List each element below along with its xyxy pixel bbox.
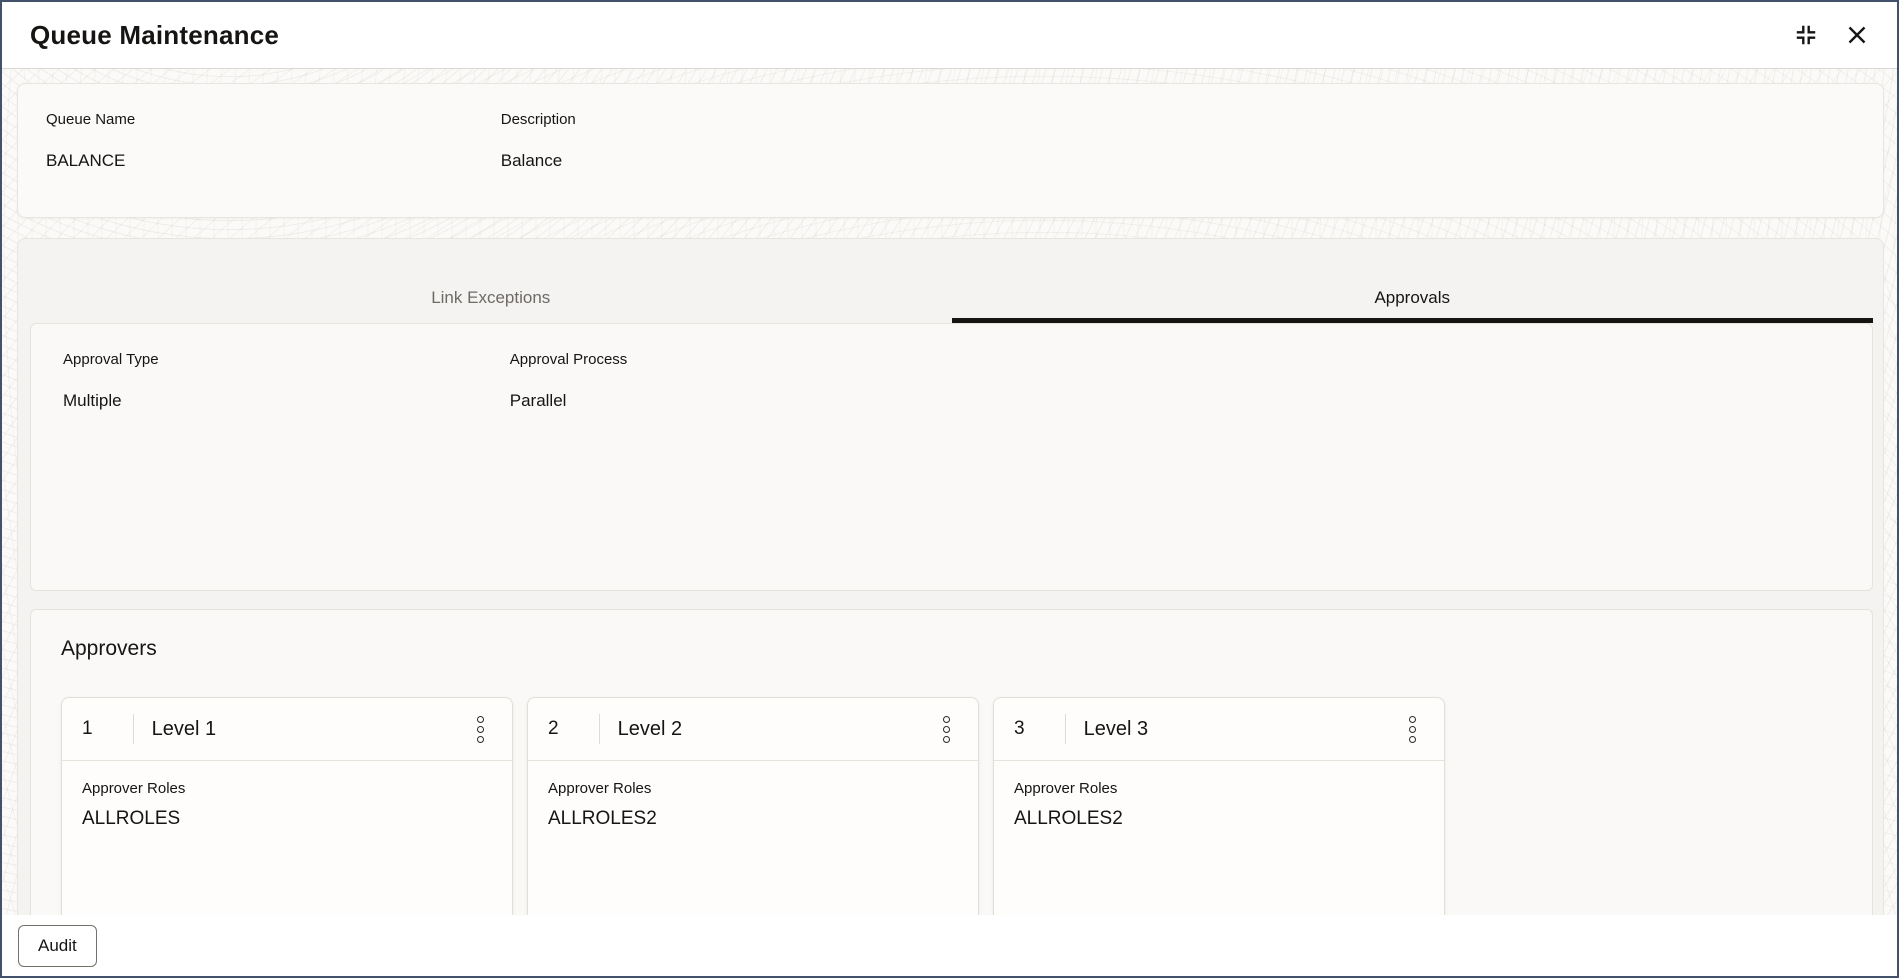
vertical-divider [599,714,600,744]
approval-process-label: Approval Process [509,351,628,368]
kebab-menu-icon[interactable] [1405,712,1420,747]
tab-link-exceptions[interactable]: Link Exceptions [30,273,952,323]
approver-card-index: 3 [1014,718,1025,739]
collapse-icon[interactable] [1791,20,1821,50]
audit-button[interactable]: Audit [18,925,97,967]
queue-name-value: BALANCE [46,151,126,170]
empty-field [957,351,1394,411]
approver-card-body [528,761,978,849]
empty-field [1410,111,1855,190]
approver-card-level: Level 2 [617,717,683,740]
approvers-heading: Approvers [61,637,157,660]
description-field [501,111,946,190]
queue-summary-card [17,83,1884,218]
approvers-panel [30,609,1873,915]
approval-type-field [63,351,500,411]
approval-type-label: Approval Type [63,351,159,368]
description-value: Balance [500,151,563,170]
approver-card-index: 1 [82,718,93,739]
queue-name-field [46,111,491,190]
approver-card-body [62,761,512,849]
approval-process-field [510,351,947,411]
approval-type-value: Multiple [63,391,122,410]
description-label: Description [500,111,576,128]
vertical-divider [133,714,134,744]
section-gap [30,591,1873,609]
empty-field [1403,351,1840,411]
approval-process-value: Parallel [509,391,567,410]
approvals-tab-content [30,323,1873,591]
window-actions [1791,20,1871,50]
approver-roles-label: Approver Roles [1014,780,1118,797]
kebab-menu-icon[interactable] [939,712,954,747]
approver-card-header [528,698,978,761]
page-title: Queue Maintenance [30,19,280,50]
approver-roles-label: Approver Roles [82,780,186,797]
titlebar [2,2,1897,69]
tab-strip [30,273,1873,323]
approver-card-level-2 [527,697,979,915]
approver-card-level: Level 1 [151,717,217,740]
main-panel [17,238,1884,915]
footer-bar [2,915,1897,976]
approver-card-header [62,698,512,761]
approver-roles-value: ALLROLES2 [548,808,657,829]
workspace [2,69,1897,915]
approver-card-header [994,698,1444,761]
approver-cards-row [61,697,1842,915]
approver-roles-value: ALLROLES2 [1014,808,1123,829]
empty-field [956,111,1401,190]
vertical-divider [1065,714,1066,744]
queue-name-label: Queue Name [46,111,136,128]
close-icon[interactable] [1843,21,1871,49]
approver-card-body [994,761,1444,849]
approver-roles-value: ALLROLES [82,808,181,829]
approver-roles-label: Approver Roles [548,780,652,797]
tab-approvals[interactable]: Approvals [952,273,1874,323]
approver-card-level: Level 3 [1083,717,1149,740]
approver-card-index: 2 [548,718,559,739]
approver-card-level-1 [61,697,513,915]
kebab-menu-icon[interactable] [473,712,488,747]
approver-card-level-3 [993,697,1445,915]
